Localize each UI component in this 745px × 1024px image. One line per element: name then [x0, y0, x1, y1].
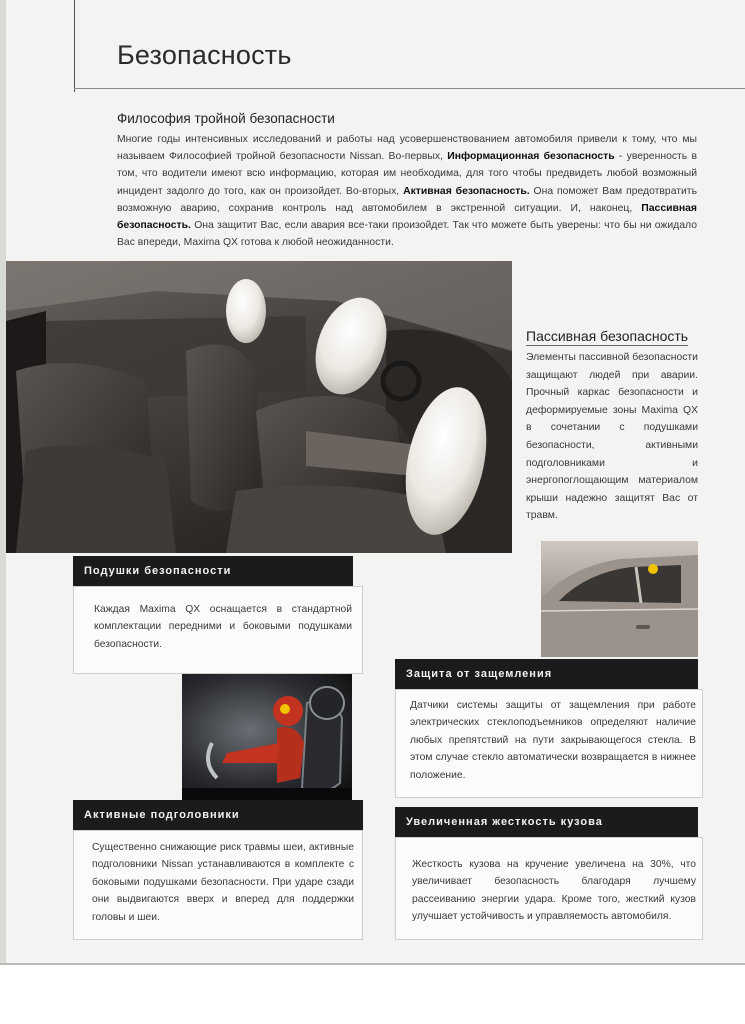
headrests-section-box — [73, 830, 363, 940]
airbags-section-box — [73, 586, 363, 674]
headrests-section-text: Существенно снижающие риск травмы шеи, активные подголовники Nissan устанавливаются в комплекте с боковыми подушками безопасности. При ударе сзади они выдвигаются вверх и вперед для поддержки головы и шеи. — [92, 842, 354, 923]
header-horizontal-rule — [74, 88, 745, 89]
airbags-section-text: Каждая Maxima QX оснащается в стандартной комплектации передними и боковыми подушками безопасности. — [94, 604, 352, 650]
intro-text-4: Она защитит Вас, если авария все-таки произойдет. Так что можете быть уверены: что бы ни ожидало Вас впереди, Maxima QX готова к любой неожиданности. — [117, 220, 697, 249]
anti-pinch-section-box — [395, 689, 703, 798]
anti-pinch-section-title: Защита от защемления — [395, 659, 698, 689]
body-rigidity-section-title: Увеличенная жесткость кузова — [395, 807, 698, 837]
car-interior-illustration — [6, 261, 512, 553]
page-bottom-margin — [0, 965, 745, 1024]
body-rigidity-section-box — [395, 837, 703, 940]
airbags-section-title: Подушки безопасности — [73, 556, 353, 586]
intro-bold-info-safety: Информационная безопасность — [447, 151, 615, 163]
intro-heading: Философия тройной безопасности — [117, 111, 335, 126]
page-title: Безопасность — [117, 40, 292, 70]
intro-bold-active-safety: Активная безопасность. — [403, 185, 530, 197]
car-window-photo — [541, 541, 698, 657]
crash-dummy-illustration — [182, 673, 352, 800]
anti-pinch-section-text: Датчики системы защиты от защемления при работе электрических стеклоподъемников определяют наличие любых препятствий на пути закрывающегося стекла. В этом случае стекло автоматически возвращается в нижнее положение. — [410, 700, 696, 781]
passive-safety-text: Элементы пассивной безопасности защищают людей при аварии. Прочный каркас безопасности и деформируемые зоны Maxima QX в сочетании с подушками безопасности, активными подголовниками и энергопоглощающим материалом крыши надежно защитят Вас от травм. — [526, 352, 698, 522]
header-vertical-rule — [74, 0, 75, 92]
passive-safety-heading: Пассивная безопасность — [526, 328, 689, 344]
car-interior-photo — [6, 261, 512, 553]
intro-text-1: Многие годы интенсивных исследований и работы над усовершенствованием автомобиля привели к тому, что мы называем Философией тройной безопасности Nissan. Во-первых, — [117, 134, 697, 163]
body-rigidity-section-text: Жесткость кузова на кручение увеличена на 30%, что увеличивает безопасность благодаря лучшему рассеиванию энергии удара. Кроме того, жесткий кузов улучшает устойчивость и управляемость автомобиля. — [412, 859, 696, 923]
intro-bold-passive-safety: Пассивная безопасность. — [117, 202, 697, 232]
headrests-section-title: Активные подголовники — [73, 800, 363, 830]
car-window-illustration — [541, 541, 698, 657]
crash-dummy-photo — [182, 673, 352, 800]
intro-paragraph — [117, 131, 697, 251]
intro-text-3: Она поможет Вам предотвратить возможную аварию, сохранив контроль над автомобилем в экстренной ситуации. И, наконец, — [117, 185, 697, 214]
intro-text-2: - уверенность в том, что водители имеют всю информацию, которая им необходима, для того чтобы предвидеть любой возможный инцидент задолго до того, как он произойдет. Во-вторых, — [117, 151, 698, 197]
